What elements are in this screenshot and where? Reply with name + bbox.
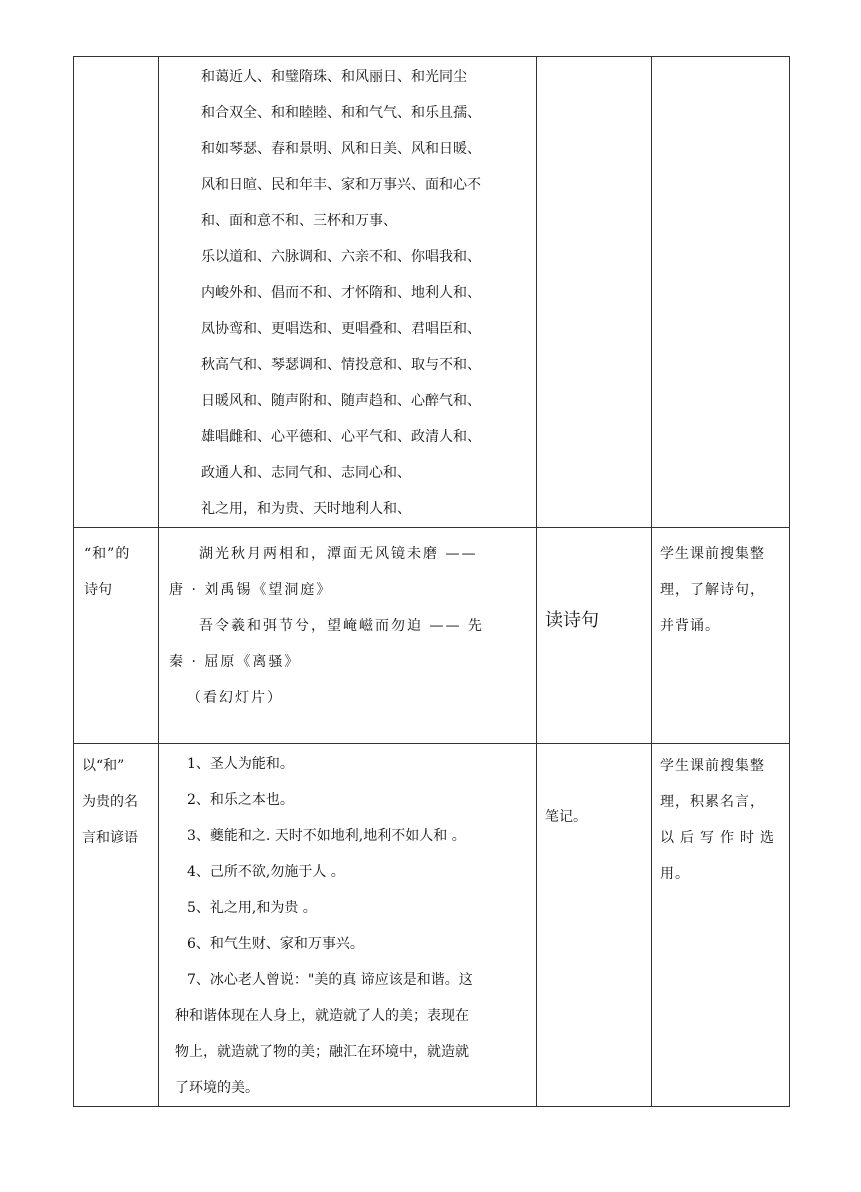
- quote-item: 4、己所不欲,勿施于人 。: [187, 864, 345, 880]
- quotes-activity: 笔记。: [545, 809, 587, 825]
- quotes-note-line: 学生课前搜集整: [660, 758, 765, 774]
- poems-activity: 读诗句: [545, 609, 599, 631]
- poems-note-cell: [652, 528, 790, 744]
- quotes-label-line: 以“和”: [82, 758, 125, 774]
- poem-note-line: （看幻灯片）: [187, 690, 283, 706]
- idiom-line: 和合双全、和和睦睦、和和气气、和乐且孺、: [201, 105, 481, 121]
- poems-note-line: 理，了解诗句，: [660, 582, 765, 598]
- idiom-line: 和蔼近人、和璧隋珠、和风丽日、和光同尘: [201, 69, 467, 85]
- quote-item: 2、和乐之本也。: [187, 792, 294, 808]
- poems-label-line: 诗句: [84, 582, 112, 598]
- quotes-activity-cell: [537, 744, 652, 1107]
- quotes-cell: [159, 744, 537, 1107]
- idiom-line: 日暖风和、随声附和、随声趋和、心醉气和、: [201, 393, 481, 409]
- poems-row: [74, 528, 790, 744]
- quotes-label-line: 为贵的名: [82, 794, 138, 810]
- quote-item: 3、夔能和之. 天时不如地利,地利不如人和 。: [187, 828, 466, 844]
- idioms-cell: [159, 57, 537, 528]
- idiom-line: 和如琴瑟、春和景明、风和日美、风和日暖、: [201, 141, 481, 157]
- idiom-line: 礼之用，和为贵、天时地利人和、: [201, 501, 411, 517]
- poems-cell: [159, 528, 537, 744]
- idiom-line: 秋高气和、琴瑟调和、情投意和、取与不和、: [201, 357, 481, 373]
- quotes-label-line: 言和谚语: [82, 830, 138, 846]
- idiom-line: 和、面和意不和、三杯和万事、: [201, 213, 397, 229]
- quotes-label-cell: [74, 744, 159, 1107]
- poem-line: 吾令羲和弭节兮，望崦嵫而勿迫 —— 先: [199, 618, 484, 634]
- idiom-line: 雄唱雌和、心平德和、心平气和、政清人和、: [201, 429, 481, 445]
- quote-item: 5、礼之用,和为贵 。: [187, 900, 317, 916]
- quotes-row: [74, 744, 790, 1107]
- lesson-table: [73, 56, 790, 1107]
- idiom-line: 风和日暄、民和年丰、家和万事兴、面和心不: [201, 177, 481, 193]
- quote-item-7: 物上，就造就了物的美；融汇在环境中，就造就: [175, 1044, 469, 1060]
- poems-label-cell: [74, 528, 159, 744]
- quotes-note-cell: [652, 744, 790, 1107]
- idiom-line: 凤协鸾和、更唱迭和、更唱叠和、君唱臣和、: [201, 321, 481, 337]
- quote-item: 6、和气生财、家和万事兴。: [187, 936, 364, 952]
- poems-activity-cell: [537, 528, 652, 744]
- poem-line: 秦 · 屈原《离骚》: [169, 654, 301, 670]
- idioms-row: [74, 57, 790, 528]
- idioms-activity-cell: [537, 57, 652, 528]
- idiom-line: 内峻外和、倡而不和、才怀隋和、地利人和、: [201, 285, 481, 301]
- idiom-line: 政通人和、志同气和、志同心和、: [201, 465, 411, 481]
- poems-label-line: “和”的: [84, 546, 131, 562]
- idioms-note-cell: [652, 57, 790, 528]
- idiom-line: 乐以道和、六脉调和、六亲不和、你唱我和、: [201, 249, 481, 265]
- poem-line: 唐 · 刘禹锡《望洞庭》: [169, 582, 333, 598]
- poem-line: 湖光秋月两相和，潭面无风镜未磨 ——: [199, 546, 478, 562]
- poems-note-line: 并背诵。: [660, 618, 720, 634]
- quotes-note-line: 以后写作时选: [660, 830, 780, 846]
- quotes-note-line: 用。: [660, 866, 690, 882]
- quote-item: 1、圣人为能和。: [187, 756, 294, 772]
- quotes-note-line: 理，积累名言，: [660, 794, 765, 810]
- quote-item-7: 7、冰心老人曾说："美的真 谛应该是和谐。这: [187, 972, 473, 988]
- quote-item-7: 了环境的美。: [175, 1080, 259, 1096]
- poems-note-line: 学生课前搜集整: [660, 546, 765, 562]
- quote-item-7: 种和谐体现在人身上，就造就了人的美；表现在: [175, 1008, 469, 1024]
- idioms-label-cell: [74, 57, 159, 528]
